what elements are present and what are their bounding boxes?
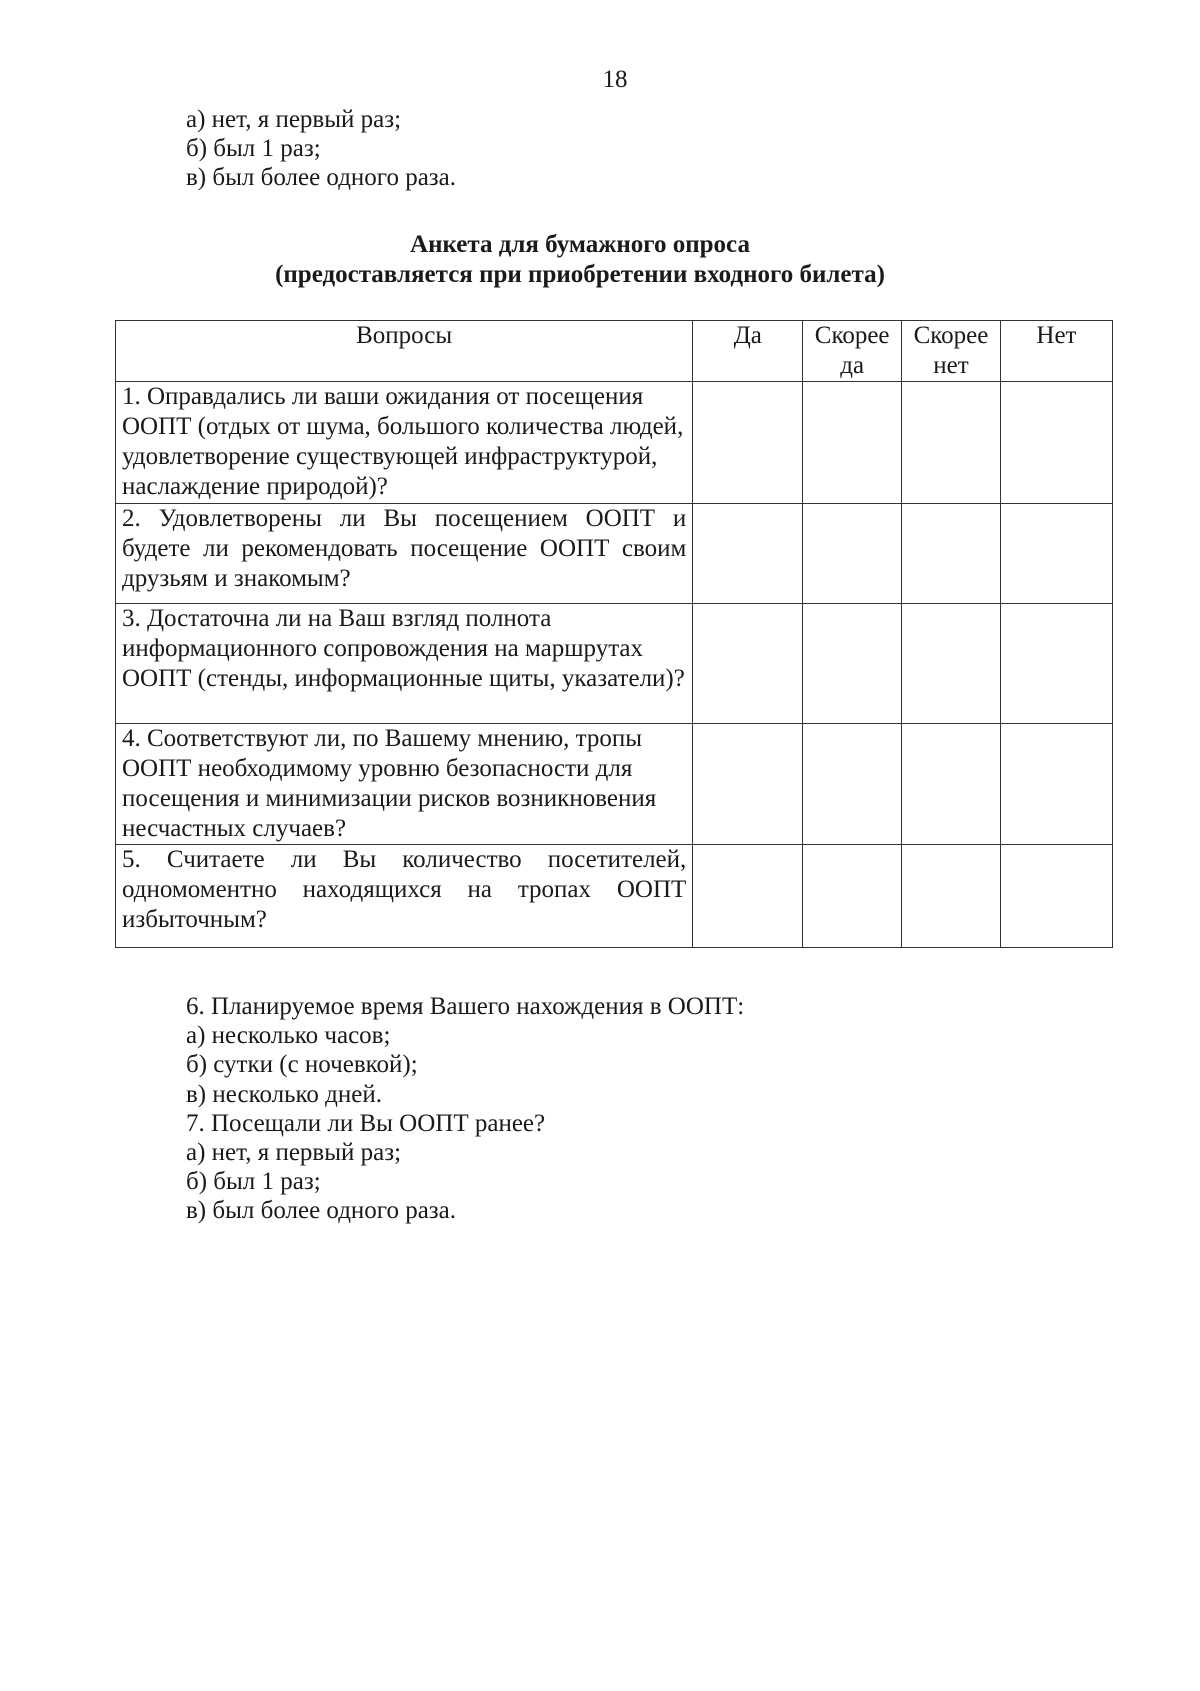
answer-cell-yes bbox=[693, 504, 803, 604]
answer-cell-rather-yes bbox=[803, 382, 902, 504]
table-row bbox=[116, 845, 1113, 948]
answer-cell-rather-no bbox=[902, 504, 1001, 604]
answer-cell-rather-no bbox=[902, 845, 1001, 948]
question-7-option-c: в) был более одного раза. bbox=[186, 1197, 457, 1225]
survey-title-line-1: Анкета для бумажного опроса bbox=[410, 231, 750, 258]
header-rather-no: Скорее нет bbox=[902, 321, 1001, 382]
answer-cell-yes bbox=[693, 724, 803, 845]
question-cell: 1. Оправдались ли ваши ожидания от посещения ООПТ (отдых от шума, большого количества людей, удовлетворение существующей инфраструктурой, наслаждение природой)? bbox=[116, 382, 693, 504]
question-cell: 5. Считаете ли Вы количество посетителей, одномоментно находящихся на тропах ООПТ избыточным? bbox=[116, 845, 693, 948]
answer-cell-no bbox=[1000, 382, 1112, 504]
header-yes: Да bbox=[693, 321, 803, 382]
answer-cell-rather-yes bbox=[803, 724, 902, 845]
answer-cell-rather-yes bbox=[803, 504, 902, 604]
answer-cell-yes bbox=[693, 382, 803, 504]
answer-cell-no bbox=[1000, 845, 1112, 948]
question-cell: 2. Удовлетворены ли Вы посещением ООПТ и будете ли рекомендовать посещение ООПТ своим друзьям и знакомым? bbox=[116, 504, 693, 604]
survey-title bbox=[0, 230, 1160, 290]
question-6-option-a: а) несколько часов; bbox=[186, 1022, 391, 1050]
question-cell: 4. Соответствуют ли, по Вашему мнению, тропы ООПТ необходимому уровню безопасности для посещения и минимизации рисков возникновения несчастных случаев? bbox=[116, 724, 693, 845]
question-6-option-b: б) сутки (с ночевкой); bbox=[186, 1051, 418, 1079]
survey-table bbox=[115, 320, 1113, 948]
option-c: в) был более одного раза. bbox=[186, 164, 457, 191]
table-row bbox=[116, 724, 1113, 845]
answer-cell-rather-no bbox=[902, 382, 1001, 504]
answer-cell-no bbox=[1000, 504, 1112, 604]
answer-cell-yes bbox=[693, 604, 803, 724]
answer-cell-rather-yes bbox=[803, 845, 902, 948]
answer-cell-no bbox=[1000, 724, 1112, 845]
option-b: б) был 1 раз; bbox=[186, 135, 321, 162]
header-no: Нет bbox=[1000, 321, 1112, 382]
question-6-option-c: в) несколько дней. bbox=[186, 1080, 382, 1108]
question-cell: 3. Достаточна ли на Ваш взгляд полнота информационного сопровождения на маршрутах ООПТ (стенды, информационные щиты, указатели)? bbox=[116, 604, 693, 724]
header-rather-yes: Скорее да bbox=[803, 321, 902, 382]
answer-cell-yes bbox=[693, 845, 803, 948]
question-7: 7. Посещали ли Вы ООПТ ранее? bbox=[186, 1109, 546, 1137]
answer-cell-no bbox=[1000, 604, 1112, 724]
answer-cell-rather-no bbox=[902, 724, 1001, 845]
option-a: а) нет, я первый раз; bbox=[186, 106, 402, 133]
top-options-list bbox=[186, 105, 456, 192]
page-number: 18 bbox=[602, 66, 628, 93]
table-row bbox=[116, 504, 1113, 604]
question-7-option-a: а) нет, я первый раз; bbox=[186, 1139, 402, 1167]
table-row bbox=[116, 604, 1113, 724]
question-6: 6. Планируемое время Вашего нахождения в ООПТ: bbox=[186, 993, 745, 1020]
bottom-questions-list bbox=[186, 992, 744, 1226]
table-header-row bbox=[116, 321, 1113, 382]
answer-cell-rather-yes bbox=[803, 604, 902, 724]
answer-cell-rather-no bbox=[902, 604, 1001, 724]
question-7-option-b: б) был 1 раз; bbox=[186, 1168, 321, 1196]
header-questions: Вопросы bbox=[116, 321, 693, 382]
survey-title-line-2: (предоставляется при приобретении входного билета) bbox=[275, 261, 885, 288]
table-row bbox=[116, 382, 1113, 504]
